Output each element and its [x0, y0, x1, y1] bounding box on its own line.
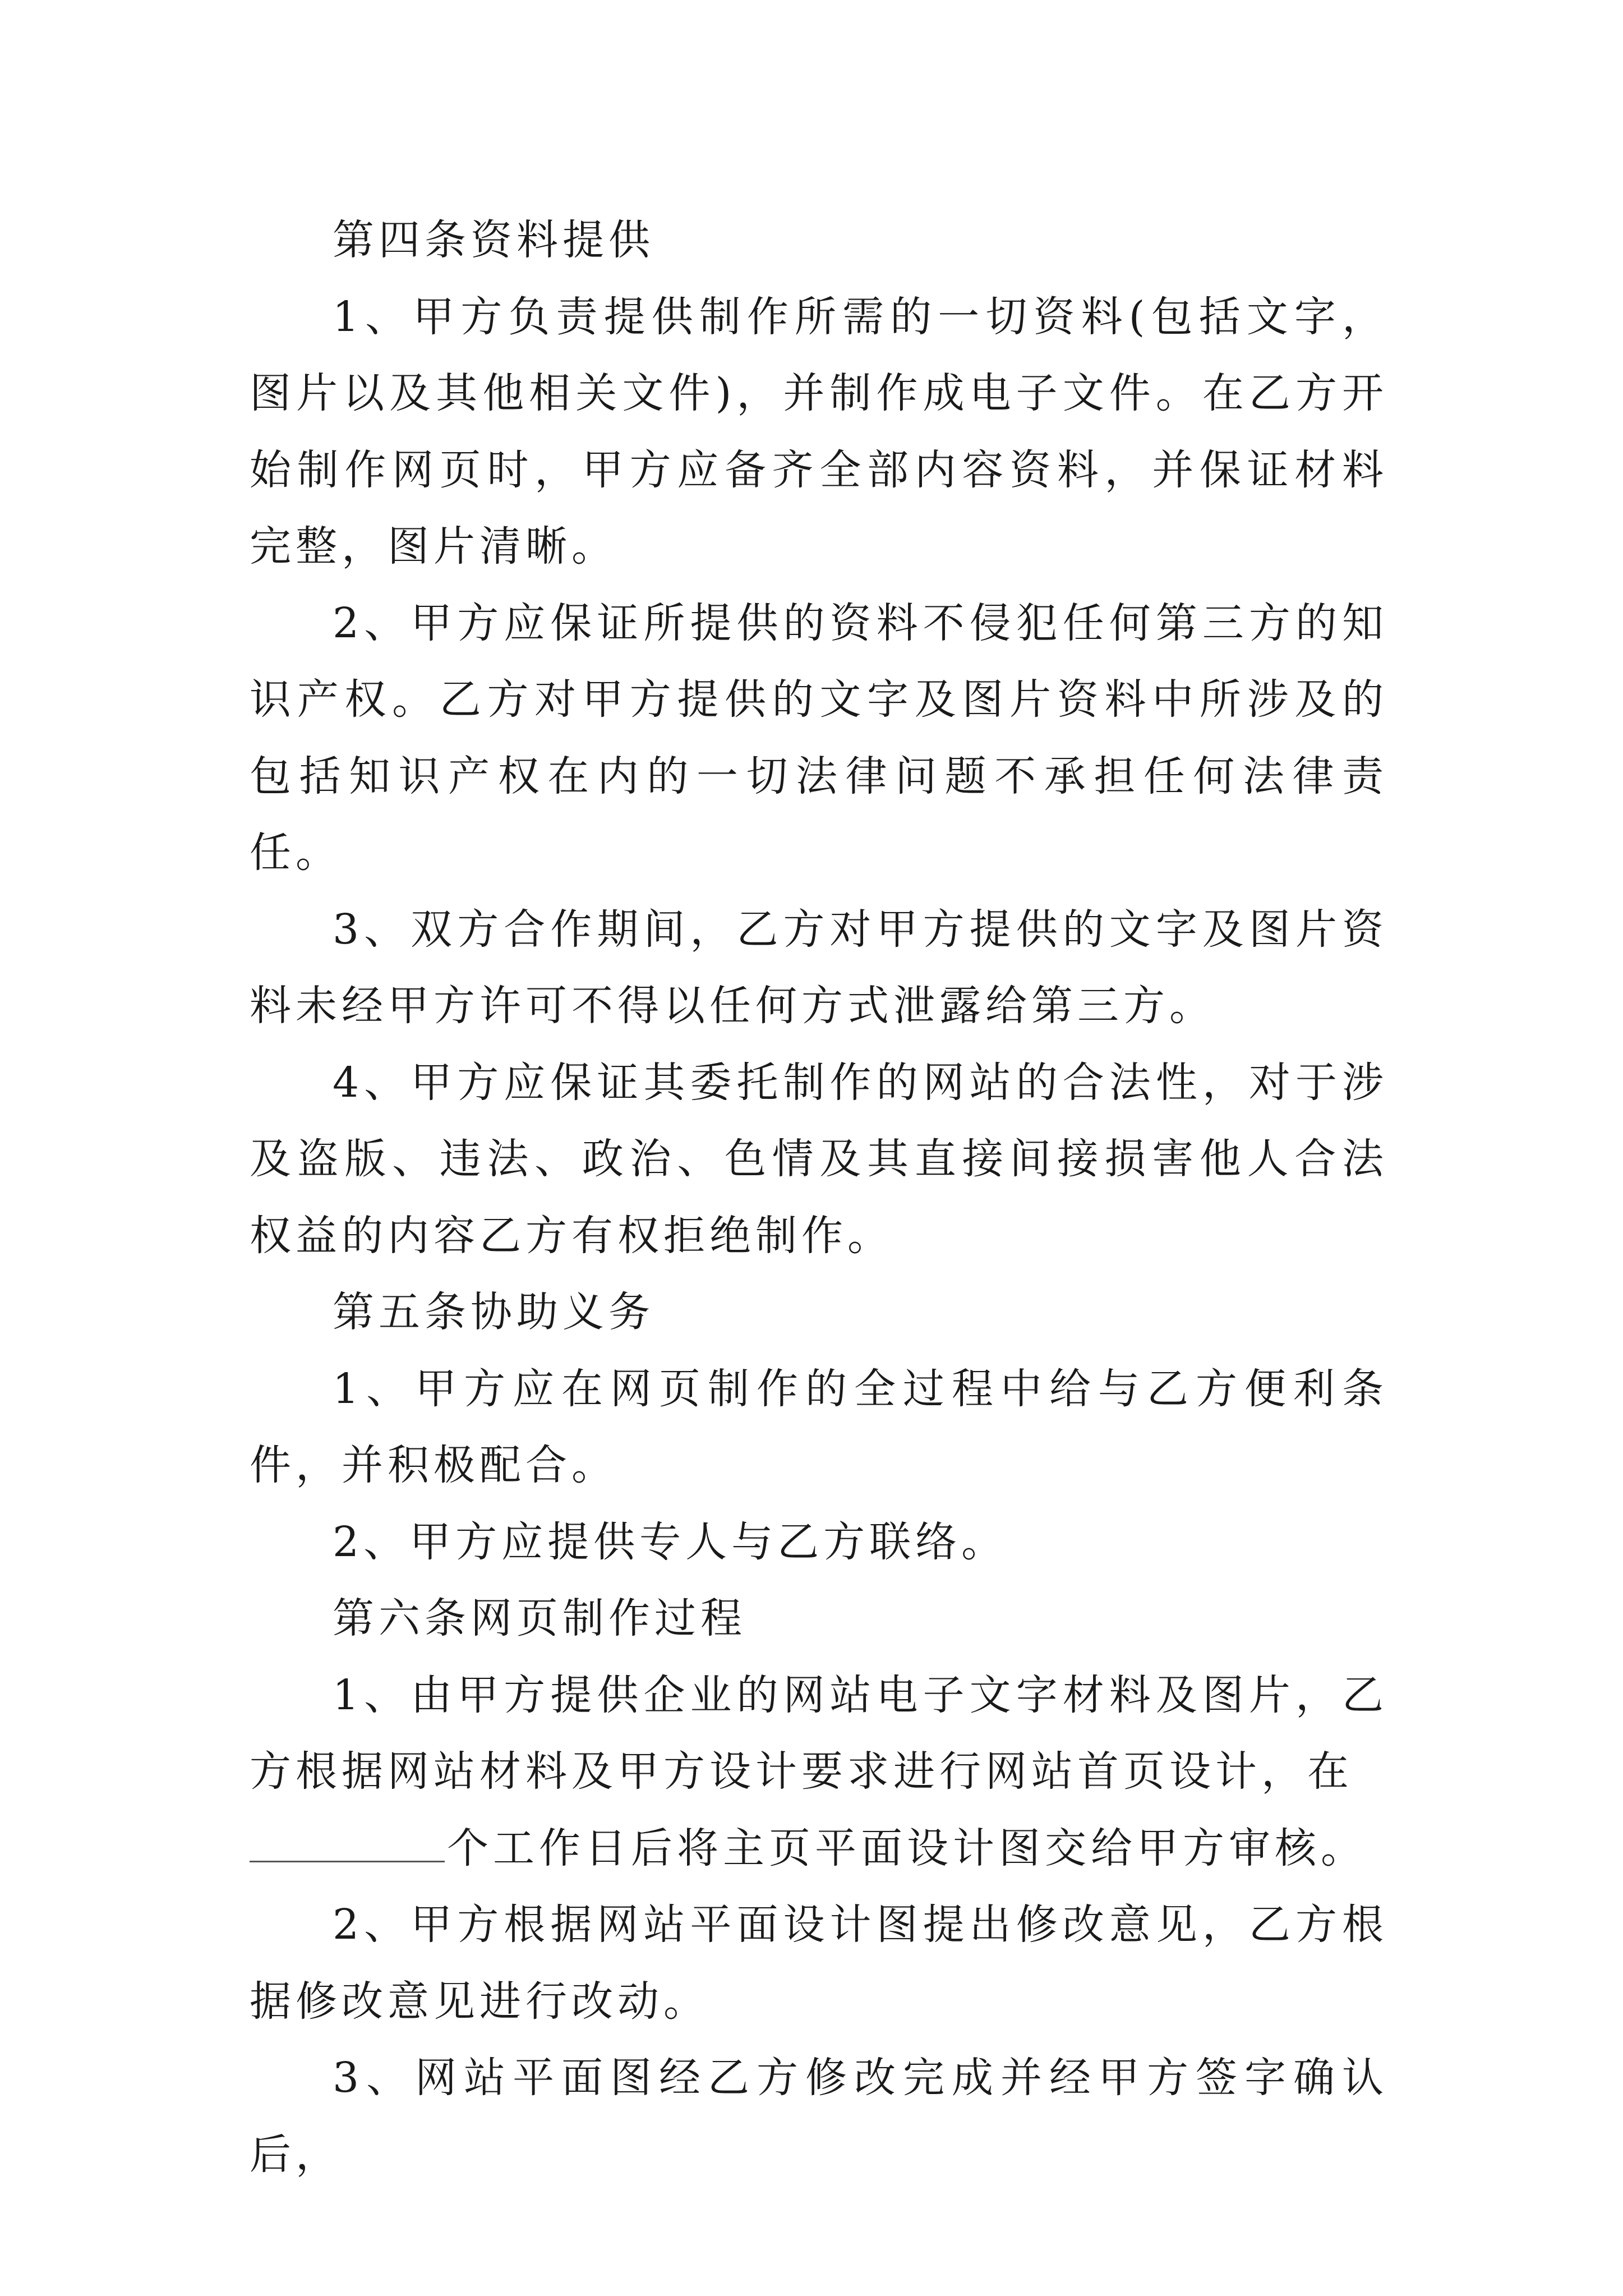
clause-6-1 [250, 1657, 1388, 1887]
clause-5-2: 2、甲方应提供专人与乙方联络。 [333, 1517, 1008, 1566]
clause-6-3: 3、网站平面图经乙方修改完成并经甲方签字确认后， [250, 2054, 1388, 2179]
clause-4-1: 1、甲方负责提供制作所需的一切资料(包括文字，图片以及其他相关文件)，并制作成电子文件。在乙方开始制作网页时，甲方应备齐全部内容资料，并保证材料完整，图片清晰。 [250, 292, 1388, 570]
clause-6-2: 2、甲方根据网站平面设计图提出修改意见，乙方根据修改意见进行改动。 [250, 1901, 1388, 2026]
clause-4-3: 3、双方合作期间，乙方对甲方提供的文字及图片资料未经甲方许可不得以任何方式泄露给第三方。 [250, 905, 1388, 1030]
clause-5-1: 1、甲方应在网页制作的全过程中给与乙方便利条件，并积极配合。 [250, 1364, 1388, 1489]
clause-4-2: 2、甲方应保证所提供的资料不侵犯任何第三方的知识产权。乙方对甲方提供的文字及图片资料中所涉及的包括知识产权在内的一切法律问题不承担任何法律责任。 [250, 599, 1388, 877]
clause-6-1-text: 1、由甲方提供企业的网站电子文字材料及图片，乙方根据网站材料及甲方设计要求进行网站首页设计，在 [250, 1671, 1388, 1796]
clause-4-4: 4、甲方应保证其委托制作的网站的合法性，对于涉及盗版、违法、政治、色情及其直接间接损害他人合法权益的内容乙方有权拒绝制作。 [250, 1058, 1388, 1260]
section-heading-5: 第五条协助义务 [333, 1288, 654, 1336]
document-body [250, 202, 1388, 2193]
blank-fill-line [250, 1827, 445, 1862]
clause-6-1-continuation: 个工作日后将主页平面设计图交给甲方审核。 [447, 1824, 1367, 1872]
section-heading-6: 第六条网页制作过程 [333, 1594, 746, 1642]
section-heading-4: 第四条资料提供 [333, 216, 654, 264]
